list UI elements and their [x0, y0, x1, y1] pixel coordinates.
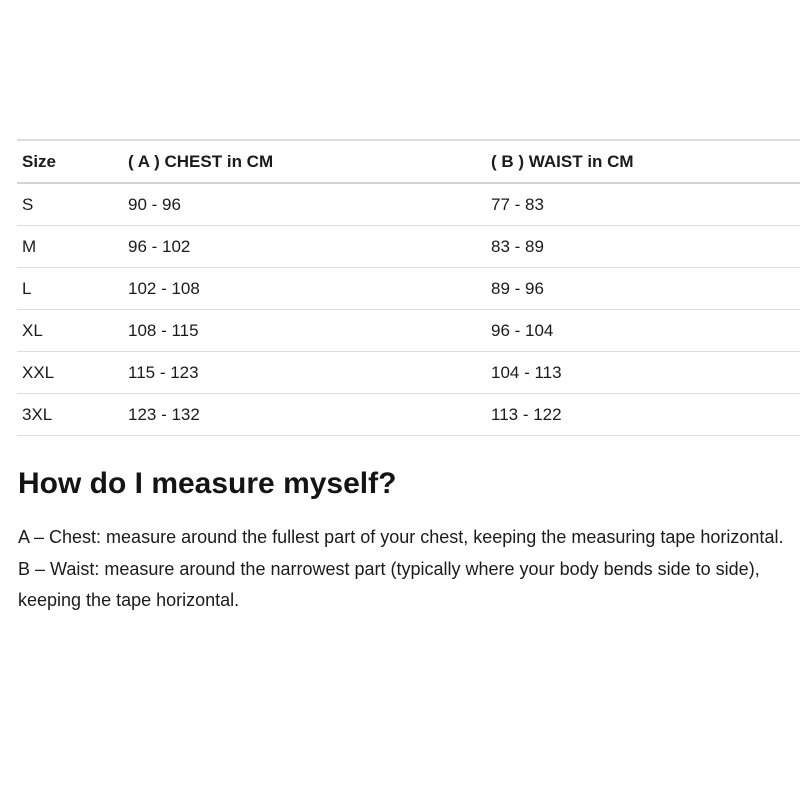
waist-cell: 113 - 122 — [486, 394, 800, 436]
table-row — [17, 226, 800, 268]
waist-cell: 83 - 89 — [486, 226, 800, 268]
size-cell: XXL — [17, 352, 123, 394]
table-row — [17, 310, 800, 352]
chest-cell: 96 - 102 — [123, 226, 486, 268]
chest-cell: 90 - 96 — [128, 195, 181, 214]
size-cell: M — [17, 226, 123, 268]
waist-cell: 89 - 96 — [486, 268, 800, 310]
table-row — [17, 183, 800, 226]
waist-cell: 96 - 104 — [486, 310, 800, 352]
chest-cell: 108 - 115 — [123, 310, 486, 352]
size-cell: L — [17, 268, 123, 310]
column-header: ( B ) WAIST in CM — [486, 140, 800, 183]
size-chart-head — [17, 140, 800, 183]
size-cell: S — [22, 195, 34, 214]
waist-cell: 77 - 83 — [491, 195, 544, 214]
measure-instructions — [17, 522, 785, 616]
chest-instruction-paragraph: A – Chest: measure around the fullest part of your chest, keeping the measuring tape horizontal. — [18, 527, 784, 547]
waist-cell: 104 - 113 — [486, 352, 800, 394]
chest-cell: 102 - 108 — [123, 268, 486, 310]
chest-cell: 123 - 132 — [123, 394, 486, 436]
size-cell: XL — [17, 310, 123, 352]
size-chart-body — [17, 183, 800, 436]
table-header-row — [17, 140, 800, 183]
column-header: Size — [17, 140, 123, 183]
column-header: ( A ) CHEST in CM — [123, 140, 486, 183]
measure-section-heading: How do I measure myself? — [18, 467, 397, 500]
table-row — [17, 352, 800, 394]
waist-instruction-paragraph: B – Waist: measure around the narrowest part (typically where your body bends side to side), keeping the tape horizontal. — [18, 559, 760, 610]
table-row — [17, 268, 800, 310]
size-cell: 3XL — [17, 394, 123, 436]
chest-cell: 115 - 123 — [123, 352, 486, 394]
table-row — [17, 394, 800, 436]
size-chart-table — [17, 139, 800, 436]
